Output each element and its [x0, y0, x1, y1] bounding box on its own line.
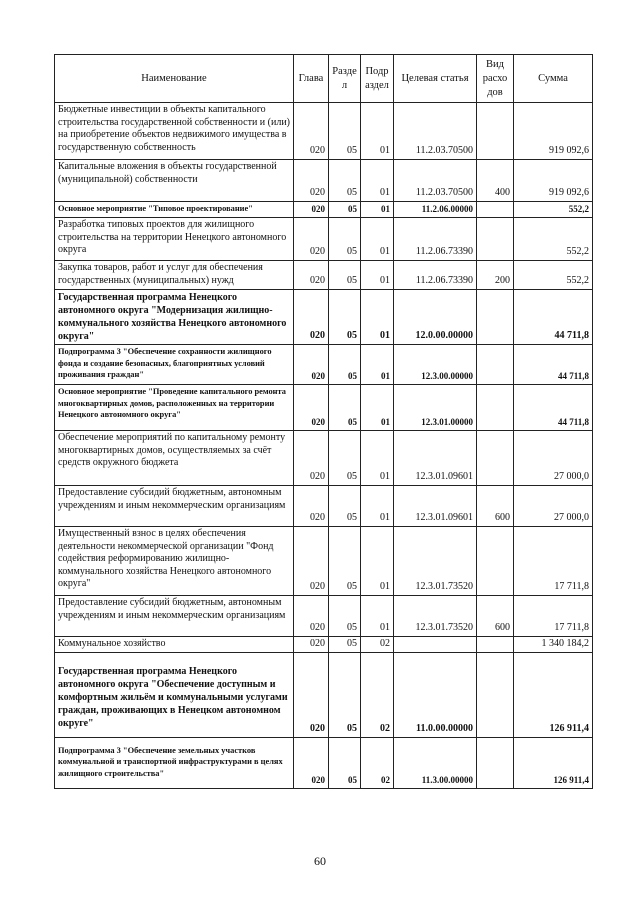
row-glava: 020: [294, 486, 329, 527]
row-glava: 020: [294, 218, 329, 261]
row-sum: 44 711,8: [514, 345, 593, 385]
row-name: Обеспечение мероприятий по капитальному ремонту многоквартирных домов, осуществляемых за счёт средств окружного бюджета: [55, 431, 294, 486]
row-name: Разработка типовых проектов для жилищного строительства на территории Ненецкого автономного округа: [55, 218, 294, 261]
row-razdel: 05: [329, 486, 361, 527]
header-name: Наименование: [55, 55, 294, 103]
row-name: Подпрограмма 3 "Обеспечение земельных участков коммунальной и транспортной инфраструктурами в целях жилищного строительства": [55, 737, 294, 788]
row-sum: 1 340 184,2: [514, 637, 593, 653]
row-article: 12.3.01.09601: [394, 486, 477, 527]
row-vid: [477, 218, 514, 261]
row-razdel: 05: [329, 290, 361, 345]
row-razdel: 05: [329, 652, 361, 737]
row-name: Предоставление субсидий бюджетным, автономным учреждениям и иным некоммерческим организациям: [55, 486, 294, 527]
row-glava: 020: [294, 345, 329, 385]
row-podrazdel: 02: [361, 737, 394, 788]
header-sum: Сумма: [514, 55, 593, 103]
row-vid: [477, 103, 514, 160]
row-podrazdel: 01: [361, 431, 394, 486]
row-sum: 552,2: [514, 218, 593, 261]
row-article: 11.2.03.70500: [394, 103, 477, 160]
header-podrazdel: Подр аздел: [361, 55, 394, 103]
row-article: 12.3.00.00000: [394, 345, 477, 385]
row-podrazdel: 01: [361, 261, 394, 290]
row-vid: 600: [477, 486, 514, 527]
row-razdel: 05: [329, 261, 361, 290]
row-sum: 919 092,6: [514, 160, 593, 202]
row-vid: [477, 202, 514, 218]
row-name: Подпрограмма 3 "Обеспечение сохранности жилищного фонда и создание безопасных, благоприятных условий проживания граждан": [55, 345, 294, 385]
row-sum: 27 000,0: [514, 431, 593, 486]
row-name: Коммунальное хозяйство: [55, 637, 294, 653]
row-podrazdel: 01: [361, 160, 394, 202]
row-sum: 44 711,8: [514, 290, 593, 345]
header-expense-type: Вид расхо дов: [477, 55, 514, 103]
row-razdel: 05: [329, 345, 361, 385]
row-glava: 020: [294, 160, 329, 202]
row-vid: [477, 385, 514, 431]
row-glava: 020: [294, 527, 329, 596]
table-row: [55, 596, 593, 637]
row-article: 11.2.06.73390: [394, 261, 477, 290]
row-vid: [477, 345, 514, 385]
row-razdel: 05: [329, 527, 361, 596]
row-podrazdel: 01: [361, 218, 394, 261]
row-glava: 020: [294, 103, 329, 160]
table-row: [55, 261, 593, 290]
row-sum: 919 092,6: [514, 103, 593, 160]
table-row: [55, 160, 593, 202]
row-podrazdel: 02: [361, 652, 394, 737]
row-sum: 27 000,0: [514, 486, 593, 527]
table-row: [55, 637, 593, 653]
row-glava: 020: [294, 596, 329, 637]
row-vid: [477, 290, 514, 345]
row-article: 12.3.01.00000: [394, 385, 477, 431]
row-vid: [477, 737, 514, 788]
table-row: [55, 527, 593, 596]
row-article: 11.2.06.73390: [394, 218, 477, 261]
row-name: Государственная программа Ненецкого автономного округа "Модернизация жилищно-коммунального хозяйства Ненецкого автономного округа": [55, 290, 294, 345]
table-row: [55, 737, 593, 788]
row-name: Основное мероприятие "Проведение капитального ремонта многоквартирных домов, расположенных на территории Ненецкого автономного округа": [55, 385, 294, 431]
table-row: [55, 218, 593, 261]
row-razdel: 05: [329, 385, 361, 431]
row-glava: 020: [294, 202, 329, 218]
row-sum: 552,2: [514, 261, 593, 290]
table-row: [55, 385, 593, 431]
row-article: 12.3.01.09601: [394, 431, 477, 486]
header-razdel: Разде л: [329, 55, 361, 103]
row-article: 12.3.01.73520: [394, 596, 477, 637]
row-glava: 020: [294, 652, 329, 737]
row-name: Капитальные вложения в объекты государственной (муниципальной) собственности: [55, 160, 294, 202]
row-article: [394, 637, 477, 653]
table-row: [55, 290, 593, 345]
row-podrazdel: 01: [361, 290, 394, 345]
row-article: 11.3.00.00000: [394, 737, 477, 788]
row-podrazdel: 01: [361, 103, 394, 160]
row-razdel: 05: [329, 596, 361, 637]
row-vid: [477, 637, 514, 653]
table-row: [55, 431, 593, 486]
row-vid: 400: [477, 160, 514, 202]
table-row: [55, 103, 593, 160]
row-podrazdel: 01: [361, 596, 394, 637]
row-article: 11.0.00.00000: [394, 652, 477, 737]
row-glava: 020: [294, 637, 329, 653]
row-sum: 17 711,8: [514, 527, 593, 596]
row-name: Имущественный взнос в целях обеспечения деятельности некоммерческой организации "Фонд содействия реформированию жилищно-коммунального хозяйства Ненецкого автономного округа": [55, 527, 294, 596]
row-name: Закупка товаров, работ и услуг для обеспечения государственных (муниципальных) нужд: [55, 261, 294, 290]
table-row: [55, 202, 593, 218]
row-name: Бюджетные инвестиции в объекты капитального строительства государственной собственности и (или) на приобретение объектов недвижимого имущества в государственную собственность: [55, 103, 294, 160]
table-row: [55, 486, 593, 527]
row-sum: 126 911,4: [514, 652, 593, 737]
row-vid: [477, 527, 514, 596]
row-sum: 126 911,4: [514, 737, 593, 788]
row-razdel: 05: [329, 431, 361, 486]
row-podrazdel: 01: [361, 202, 394, 218]
row-vid: 600: [477, 596, 514, 637]
row-article: 11.2.03.70500: [394, 160, 477, 202]
table-header-row: [55, 55, 593, 103]
table-row: [55, 345, 593, 385]
row-podrazdel: 01: [361, 527, 394, 596]
row-podrazdel: 01: [361, 486, 394, 527]
row-razdel: 05: [329, 160, 361, 202]
row-name: Основное мероприятие "Типовое проектирование": [55, 202, 294, 218]
page-number: 60: [314, 854, 326, 868]
row-name: Предоставление субсидий бюджетным, автономным учреждениям и иным некоммерческим организациям: [55, 596, 294, 637]
row-glava: 020: [294, 431, 329, 486]
row-glava: 020: [294, 261, 329, 290]
row-razdel: 05: [329, 637, 361, 653]
row-podrazdel: 02: [361, 637, 394, 653]
row-glava: 020: [294, 290, 329, 345]
row-sum: 552,2: [514, 202, 593, 218]
row-glava: 020: [294, 737, 329, 788]
header-glava: Глава: [294, 55, 329, 103]
header-target-article: Целевая статья: [394, 55, 477, 103]
row-vid: 200: [477, 261, 514, 290]
row-article: 12.3.01.73520: [394, 527, 477, 596]
table-row: [55, 652, 593, 737]
row-vid: [477, 652, 514, 737]
row-podrazdel: 01: [361, 345, 394, 385]
row-name: Государственная программа Ненецкого автономного округа "Обеспечение доступным и комфортным жильём и коммунальными услугами граждан, проживающих в Ненецком автономном округе": [55, 652, 294, 737]
row-razdel: 05: [329, 202, 361, 218]
budget-table: [54, 54, 593, 789]
row-article: 12.0.00.00000: [394, 290, 477, 345]
row-razdel: 05: [329, 737, 361, 788]
row-sum: 17 711,8: [514, 596, 593, 637]
row-razdel: 05: [329, 218, 361, 261]
row-article: 11.2.06.00000: [394, 202, 477, 218]
row-vid: [477, 431, 514, 486]
row-glava: 020: [294, 385, 329, 431]
row-razdel: 05: [329, 103, 361, 160]
row-podrazdel: 01: [361, 385, 394, 431]
row-sum: 44 711,8: [514, 385, 593, 431]
